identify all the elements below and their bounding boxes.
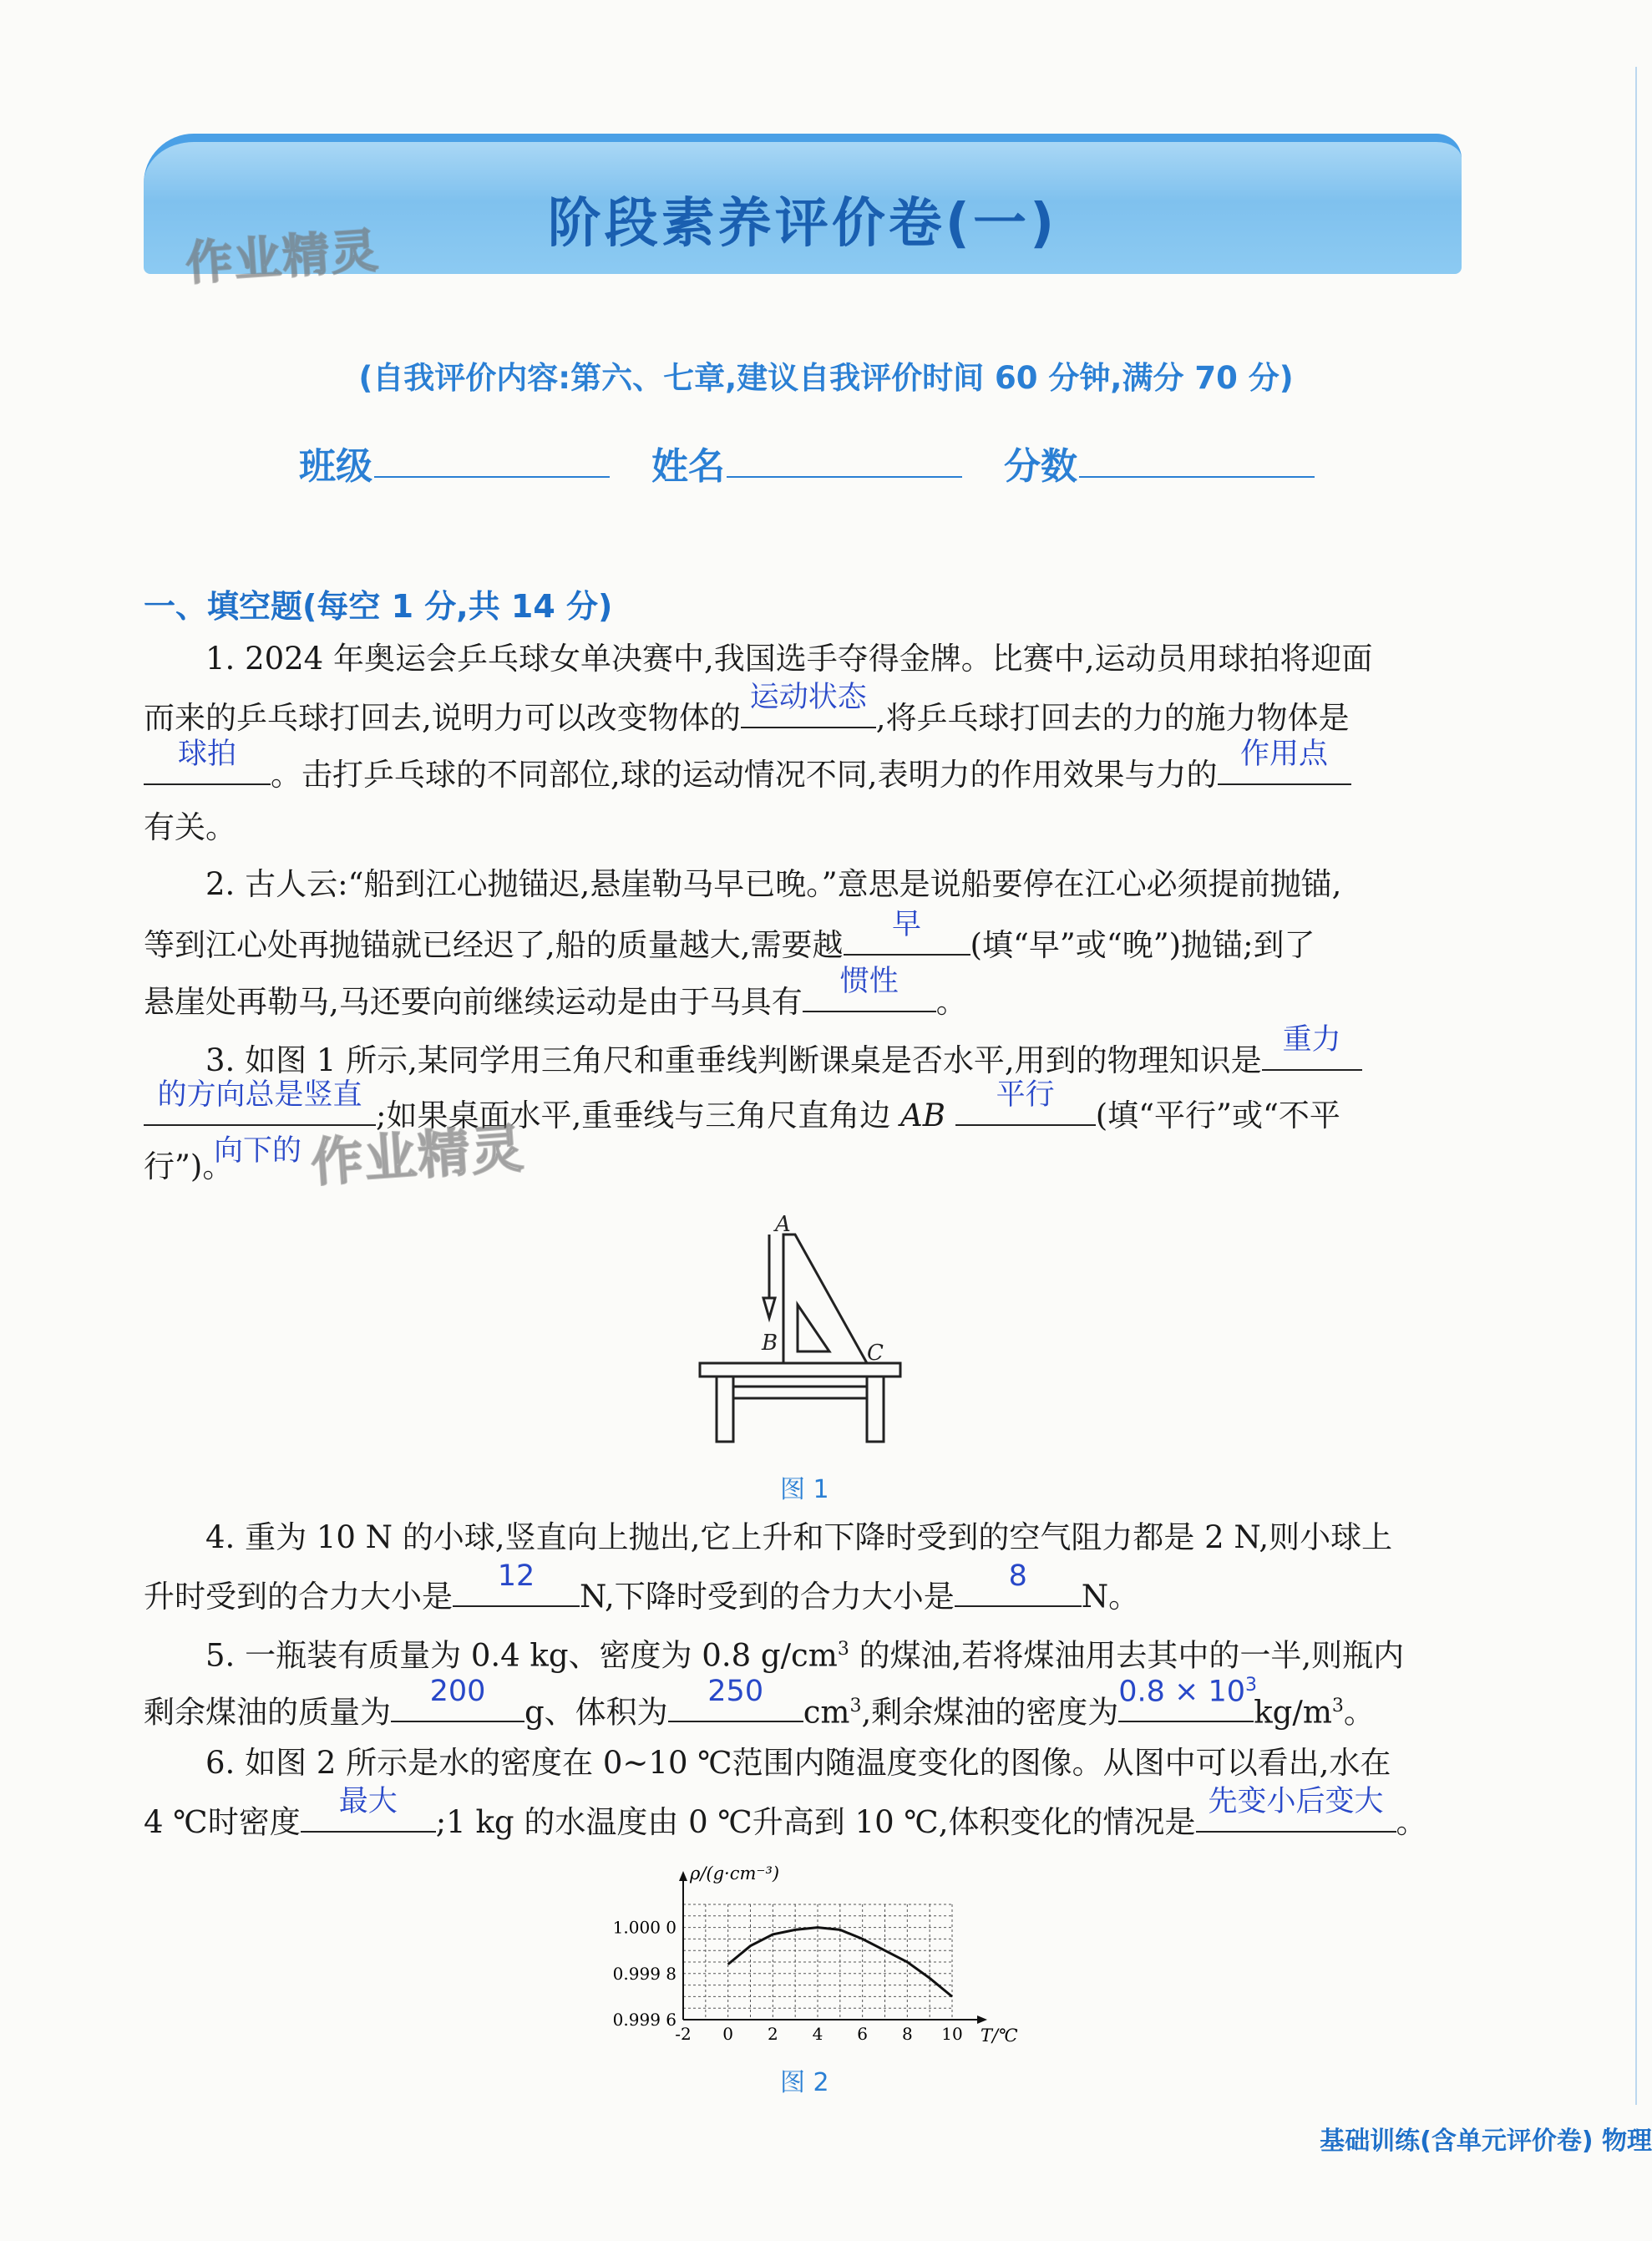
q3-line2: 的方向总是竖直 ;如果桌面水平,重垂线与三角尺直角边 AB 平行 (填“平行”或“不平 <box>144 1088 1472 1140</box>
q1-blank1[interactable]: 运动状态 <box>741 690 876 728</box>
q1-blank2[interactable]: 球拍 <box>144 747 271 785</box>
y-tick-label: 1.000 0 <box>612 1917 677 1938</box>
class-label: 班级 <box>299 445 372 488</box>
triangle-ruler-hole <box>798 1305 829 1351</box>
page-title: 阶段素养评价卷(一) <box>547 193 1058 255</box>
page-footer: 基础训练(含单元评价卷) 物理 <box>1320 2127 1652 2156</box>
label-c: C <box>867 1341 884 1366</box>
label-a: A <box>775 1212 791 1237</box>
x-tick-label: 8 <box>901 2024 913 2044</box>
q3-blank1b[interactable]: 的方向总是竖直 <box>144 1088 376 1126</box>
q3-answer-continued: 向下的 <box>214 1134 302 1168</box>
class-field[interactable] <box>374 476 610 478</box>
q3-blank1a[interactable]: 重力 <box>1262 1032 1362 1071</box>
q6-blank2[interactable]: 先变小后变大 <box>1196 1794 1396 1833</box>
x-tick-label: 2 <box>767 2024 778 2044</box>
score-label: 分数 <box>1004 445 1077 488</box>
desk-leg-left <box>717 1377 733 1442</box>
q2-line1: 2. 古人云:“船到江心抛锚迟,悬崖勒马早已晚。”意思是说船要停在江心必须提前抛锚, <box>205 866 1342 902</box>
x-tick-label: -2 <box>675 2024 692 2044</box>
q1-blank3[interactable]: 作用点 <box>1218 747 1351 785</box>
q6-line2: 4 ℃时密度 最大 ;1 kg 的水温度由 0 ℃升高到 10 ℃,体积变化的情况是 先变小后变大 。 <box>144 1785 1427 1840</box>
q2-line3: 悬崖处再勒马,马还要向前继续运动是由于马具有 惯性 。 <box>144 965 967 1020</box>
y-tick-label: 0.999 8 <box>612 1963 677 1984</box>
x-axis-label: T/℃ <box>981 2026 1018 2046</box>
q2-blank2[interactable]: 惯性 <box>803 974 936 1012</box>
x-tick-label: 6 <box>857 2024 869 2044</box>
name-field[interactable] <box>727 476 962 478</box>
q4-blank1[interactable]: 12 <box>453 1569 580 1607</box>
q3-line1: 3. 如图 1 所示,某同学用三角尺和重垂线判断课桌是否水平,用到的物理知识是 重力 <box>144 1032 1533 1085</box>
q1-line1: 1. 2024 年奥运会乒乓球女单决赛中,我国选手夺得金牌。比赛中,运动员用球拍将迎面 <box>205 641 1373 677</box>
y-axis-arrow <box>679 1871 687 1881</box>
section-heading: 一、填空题(每空 1 分,共 14 分) <box>144 588 613 625</box>
q6-blank1[interactable]: 最大 <box>301 1794 436 1833</box>
q4-blank2[interactable]: 8 <box>955 1569 1082 1607</box>
q4-line1: 4. 重为 10 N 的小球,竖直向上抛出,它上升和下降时受到的空气阻力都是 2 N,则小球上 <box>205 1519 1393 1555</box>
q1-line4: 有关。 <box>144 809 236 845</box>
x-axis-arrow <box>977 2015 987 2024</box>
q6-line1: 6. 如图 2 所示是水的密度在 0~10 ℃范围内随温度变化的图像。从图中可以看出,水在 <box>205 1745 1391 1781</box>
label-b: B <box>762 1331 778 1356</box>
desk-leg-right <box>867 1377 884 1442</box>
q2-line2: 等到江心处再抛锚就已经迟了,船的质量越大,需要越 早 (填“早”或“晚”)抛锚;到了 <box>144 908 1315 963</box>
q5-blank1[interactable]: 200 <box>391 1684 524 1722</box>
q5-blank3[interactable]: $0.8 \times 10^3$ <box>1118 1684 1254 1722</box>
score-field[interactable] <box>1079 476 1315 478</box>
exam-subtitle: (自我评价内容:第六、七章,建议自我评价时间 60 分钟,满分 70 分) <box>358 360 1294 396</box>
y-tick-label: 0.999 6 <box>612 2010 677 2030</box>
q5-line2: 剩余煤油的质量为 200 g、体积为 250 $cm^3$,剩余煤油的密度为 $0.8 \times 10^3$ $kg/m^3$。 <box>144 1674 1375 1731</box>
desk-rail <box>733 1387 867 1398</box>
watermark-logo: 作业精灵 <box>184 223 382 292</box>
page-edge-line <box>1635 67 1637 2105</box>
q5-line1: 5. 一瓶装有质量为 0.4 kg、密度为 0.8 $g/cm^3$ 的煤油,若将煤油用去其中的一半,则瓶内 <box>205 1637 1405 1674</box>
q3-line3: 行”)。 <box>144 1148 234 1184</box>
figure-2-density-chart <box>585 1854 1036 2055</box>
x-tick-label: 0 <box>722 2024 734 2044</box>
x-tick-label: 4 <box>812 2024 823 2044</box>
q5-blank2[interactable]: 250 <box>668 1684 803 1722</box>
name-label: 姓名 <box>651 445 725 488</box>
y-axis-label: ρ/(g·cm⁻³) <box>690 1863 780 1884</box>
figure-1-desk-diagram <box>693 1211 910 1453</box>
figure-2-caption: 图 2 <box>780 2068 829 2097</box>
x-tick-label: 10 <box>941 2024 963 2044</box>
plumb-bob <box>763 1298 775 1318</box>
q2-blank1[interactable]: 早 <box>844 917 970 956</box>
figure-1-caption: 图 1 <box>780 1475 829 1504</box>
q1-line2: 而来的乒乓球打回去,说明力可以改变物体的 运动状态 ,将乒乓球打回去的力的施力物体是 <box>144 681 1350 736</box>
q3-blank2[interactable]: 平行 <box>955 1088 1096 1126</box>
q1-line3: 球拍 。击打乒乓球的不同部位,球的运动情况不同,表明力的作用效果与力的 作用点 <box>144 747 1472 799</box>
watermark-logo: 作业精灵 <box>309 1118 527 1194</box>
q4-line2: 升时受到的合力大小是 12 N,下降时受到的合力大小是 8 N。 <box>144 1559 1140 1615</box>
